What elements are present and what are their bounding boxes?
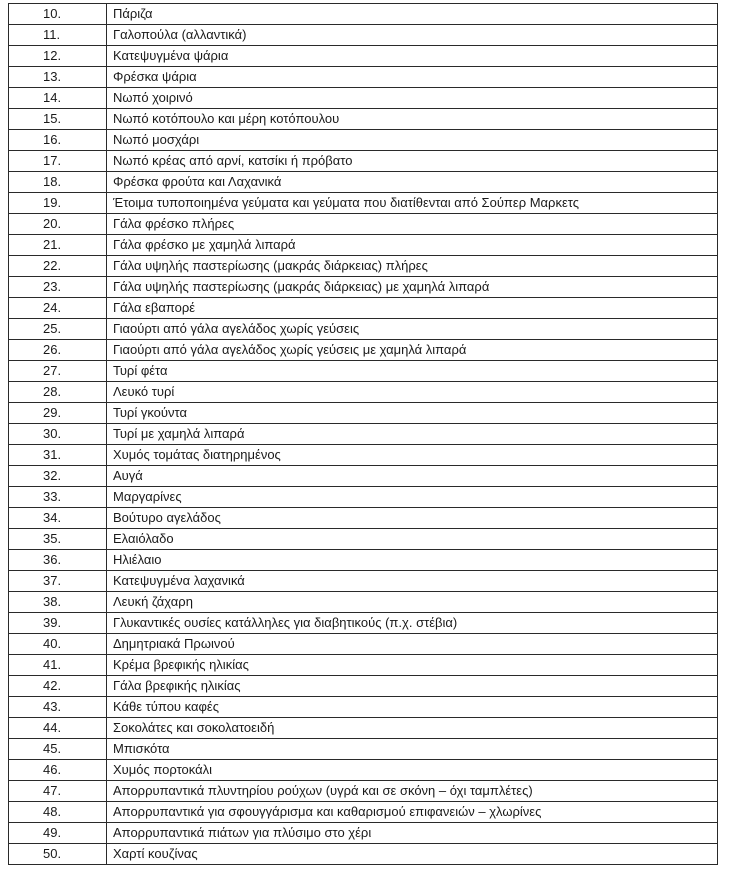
- table-row: [9, 130, 718, 151]
- row-number: 12.: [9, 46, 107, 67]
- table-row: [9, 25, 718, 46]
- row-number: 17.: [9, 151, 107, 172]
- row-number: 11.: [9, 25, 107, 46]
- table-row: [9, 487, 718, 508]
- table-row: [9, 277, 718, 298]
- table-row: [9, 529, 718, 550]
- table-row: [9, 676, 718, 697]
- table-row: [9, 760, 718, 781]
- table-row: [9, 151, 718, 172]
- row-number: 26.: [9, 340, 107, 361]
- row-number: 28.: [9, 382, 107, 403]
- row-number: 45.: [9, 739, 107, 760]
- row-description: Γλυκαντικές ουσίες κατάλληλες για διαβητικούς (π.χ. στέβια): [107, 613, 718, 634]
- row-number: 38.: [9, 592, 107, 613]
- row-number: 34.: [9, 508, 107, 529]
- row-description: Δημητριακά Πρωινού: [107, 634, 718, 655]
- row-description: Απορρυπαντικά πλυντηρίου ρούχων (υγρά και σε σκόνη – όχι ταμπλέτες): [107, 781, 718, 802]
- row-number: 20.: [9, 214, 107, 235]
- row-number: 31.: [9, 445, 107, 466]
- row-description: Γιαούρτι από γάλα αγελάδος χωρίς γεύσεις: [107, 319, 718, 340]
- row-number: 35.: [9, 529, 107, 550]
- table-row: [9, 67, 718, 88]
- row-number: 40.: [9, 634, 107, 655]
- table-row: [9, 592, 718, 613]
- row-description: Φρέσκα ψάρια: [107, 67, 718, 88]
- table-row: [9, 823, 718, 844]
- table-row: [9, 298, 718, 319]
- table-row: [9, 718, 718, 739]
- row-description: Γάλα εβαπορέ: [107, 298, 718, 319]
- row-description: Γάλα υψηλής παστερίωσης (μακράς διάρκειας) με χαμηλά λιπαρά: [107, 277, 718, 298]
- row-number: 18.: [9, 172, 107, 193]
- row-description: Λευκή ζάχαρη: [107, 592, 718, 613]
- row-number: 29.: [9, 403, 107, 424]
- row-number: 22.: [9, 256, 107, 277]
- table-row: [9, 739, 718, 760]
- table-row: [9, 46, 718, 67]
- table-row: [9, 172, 718, 193]
- row-description: Σοκολάτες και σοκολατοειδή: [107, 718, 718, 739]
- table-row: [9, 235, 718, 256]
- row-number: 27.: [9, 361, 107, 382]
- table-row: [9, 655, 718, 676]
- row-number: 42.: [9, 676, 107, 697]
- row-number: 44.: [9, 718, 107, 739]
- table-row: [9, 781, 718, 802]
- row-number: 48.: [9, 802, 107, 823]
- table-row: [9, 571, 718, 592]
- row-description: Πάριζα: [107, 4, 718, 25]
- row-description: Τυρί με χαμηλά λιπαρά: [107, 424, 718, 445]
- table-row: [9, 634, 718, 655]
- row-description: Τυρί φέτα: [107, 361, 718, 382]
- row-number: 23.: [9, 277, 107, 298]
- row-number: 19.: [9, 193, 107, 214]
- row-number: 33.: [9, 487, 107, 508]
- row-description: Ηλιέλαιο: [107, 550, 718, 571]
- table-row: [9, 340, 718, 361]
- table-row: [9, 508, 718, 529]
- row-description: Απορρυπαντικά πιάτων για πλύσιμο στο χέρι: [107, 823, 718, 844]
- row-number: 46.: [9, 760, 107, 781]
- row-number: 14.: [9, 88, 107, 109]
- row-description: Έτοιμα τυποποιημένα γεύματα και γεύματα που διατίθενται από Σούπερ Μαρκετς: [107, 193, 718, 214]
- table-row: [9, 4, 718, 25]
- table-row: [9, 697, 718, 718]
- row-number: 41.: [9, 655, 107, 676]
- row-description: Βούτυρο αγελάδος: [107, 508, 718, 529]
- row-description: Κατεψυγμένα λαχανικά: [107, 571, 718, 592]
- row-number: 43.: [9, 697, 107, 718]
- table-row: [9, 550, 718, 571]
- row-description: Νωπό κρέας από αρνί, κατσίκι ή πρόβατο: [107, 151, 718, 172]
- row-description: Γάλα υψηλής παστερίωσης (μακράς διάρκειας) πλήρες: [107, 256, 718, 277]
- table-row: [9, 361, 718, 382]
- row-description: Μπισκότα: [107, 739, 718, 760]
- product-list-body: [9, 4, 718, 865]
- row-number: 25.: [9, 319, 107, 340]
- table-row: [9, 193, 718, 214]
- table-row: [9, 109, 718, 130]
- row-description: Νωπό χοιρινό: [107, 88, 718, 109]
- table-row: [9, 844, 718, 865]
- table-row: [9, 445, 718, 466]
- row-description: Κάθε τύπου καφές: [107, 697, 718, 718]
- row-description: Γαλοπούλα (αλλαντικά): [107, 25, 718, 46]
- row-description: Χυμός τομάτας διατηρημένος: [107, 445, 718, 466]
- table-row: [9, 403, 718, 424]
- row-description: Μαργαρίνες: [107, 487, 718, 508]
- row-number: 13.: [9, 67, 107, 88]
- row-description: Ελαιόλαδο: [107, 529, 718, 550]
- row-number: 30.: [9, 424, 107, 445]
- table-row: [9, 214, 718, 235]
- table-row: [9, 802, 718, 823]
- row-description: Αυγά: [107, 466, 718, 487]
- row-number: 24.: [9, 298, 107, 319]
- row-number: 21.: [9, 235, 107, 256]
- table-row: [9, 424, 718, 445]
- table-row: [9, 256, 718, 277]
- row-description: Φρέσκα φρούτα και Λαχανικά: [107, 172, 718, 193]
- row-number: 39.: [9, 613, 107, 634]
- row-description: Χαρτί κουζίνας: [107, 844, 718, 865]
- row-description: Γάλα βρεφικής ηλικίας: [107, 676, 718, 697]
- table-row: [9, 88, 718, 109]
- row-number: 10.: [9, 4, 107, 25]
- row-number: 15.: [9, 109, 107, 130]
- row-description: Γάλα φρέσκο με χαμηλά λιπαρά: [107, 235, 718, 256]
- row-description: Χυμός πορτοκάλι: [107, 760, 718, 781]
- row-description: Λευκό τυρί: [107, 382, 718, 403]
- row-description: Τυρί γκούντα: [107, 403, 718, 424]
- row-number: 49.: [9, 823, 107, 844]
- row-number: 50.: [9, 844, 107, 865]
- row-description: Γιαούρτι από γάλα αγελάδος χωρίς γεύσεις με χαμηλά λιπαρά: [107, 340, 718, 361]
- row-number: 37.: [9, 571, 107, 592]
- row-description: Κρέμα βρεφικής ηλικίας: [107, 655, 718, 676]
- table-row: [9, 319, 718, 340]
- row-number: 47.: [9, 781, 107, 802]
- row-description: Γάλα φρέσκο πλήρες: [107, 214, 718, 235]
- row-number: 36.: [9, 550, 107, 571]
- row-number: 16.: [9, 130, 107, 151]
- row-description: Νωπό κοτόπουλο και μέρη κοτόπουλου: [107, 109, 718, 130]
- table-row: [9, 382, 718, 403]
- row-description: Απορρυπαντικά για σφουγγάρισμα και καθαρισμού επιφανειών – χλωρίνες: [107, 802, 718, 823]
- row-description: Κατεψυγμένα ψάρια: [107, 46, 718, 67]
- product-list-table: [8, 3, 718, 865]
- table-row: [9, 466, 718, 487]
- row-number: 32.: [9, 466, 107, 487]
- row-description: Νωπό μοσχάρι: [107, 130, 718, 151]
- table-row: [9, 613, 718, 634]
